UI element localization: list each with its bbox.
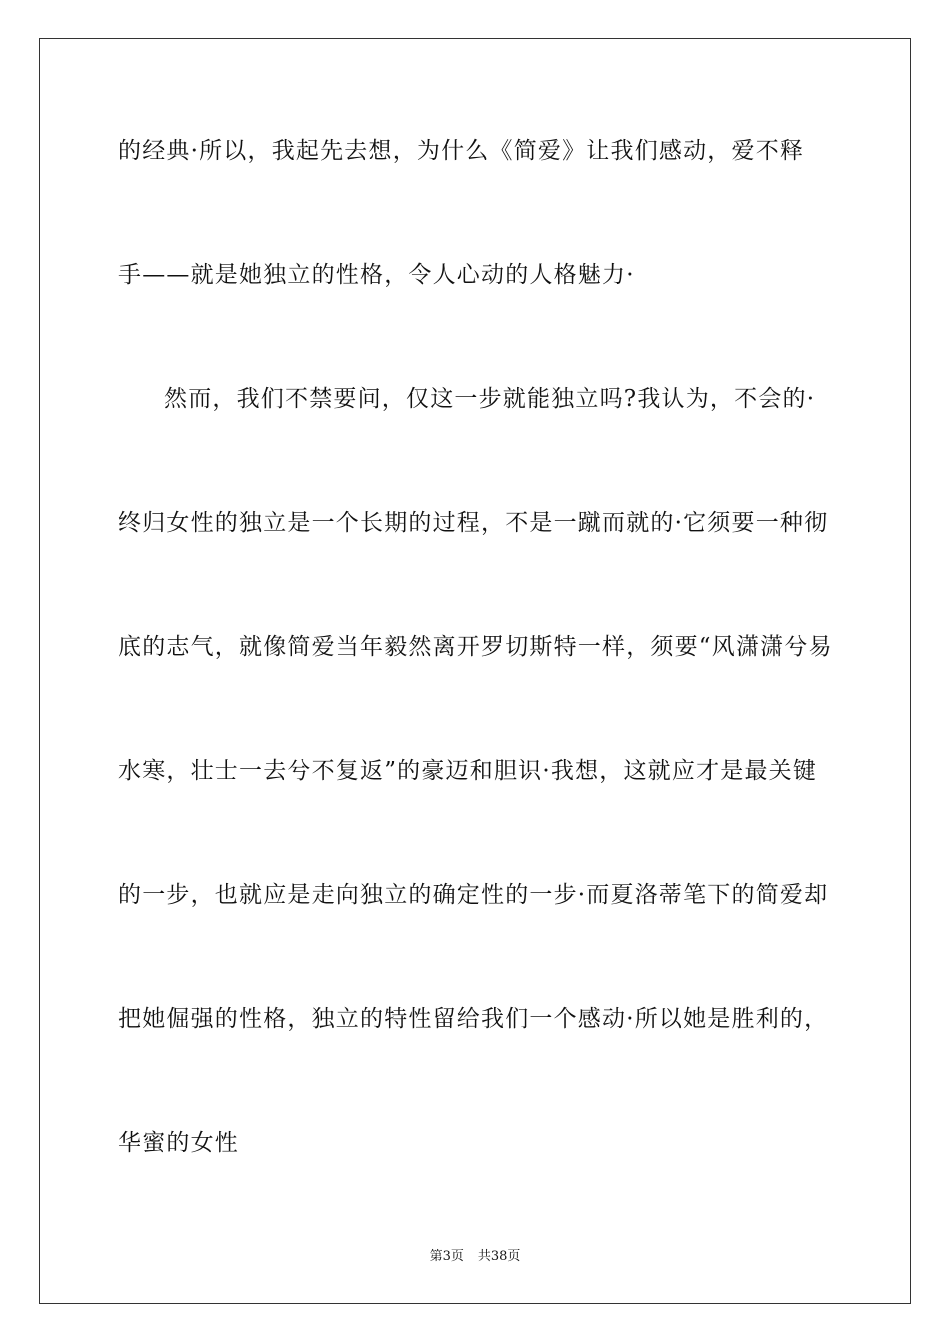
text-line: 终归女性的独立是一个长期的过程，不是一蹴而就的·它须要一种彻: [118, 510, 829, 536]
text-line: 水寒，壮士一去兮不复返”的豪迈和胆识·我想，这就应才是最关键: [118, 758, 818, 784]
text-line: 华蜜的女性: [118, 1130, 239, 1156]
page-number: 第3页: [429, 1249, 464, 1264]
text-line: 的经典·所以，我起先去想，为什么《简爱》让我们感动，爱不释: [118, 138, 805, 164]
text-line: 底的志气，就像简爱当年毅然离开罗切斯特一样，须要“风潇潇兮易: [118, 634, 833, 660]
page-total: 共38页: [477, 1249, 521, 1264]
text-line-indented: 然而，我们不禁要问，仅这一步就能独立吗?我认为，不会的·: [164, 386, 816, 412]
text-line: 的一步，也就应是走向独立的确定性的一步·而夏洛蒂笔下的简爱却: [118, 882, 829, 908]
text-line: 手——就是她独立的性格，令人心动的人格魅力·: [118, 262, 635, 288]
page-footer: [0, 1248, 950, 1266]
text-line: 把她倔强的性格，独立的特性留给我们一个感动·所以她是胜利的，: [118, 1006, 829, 1032]
page-border: [39, 38, 911, 1304]
